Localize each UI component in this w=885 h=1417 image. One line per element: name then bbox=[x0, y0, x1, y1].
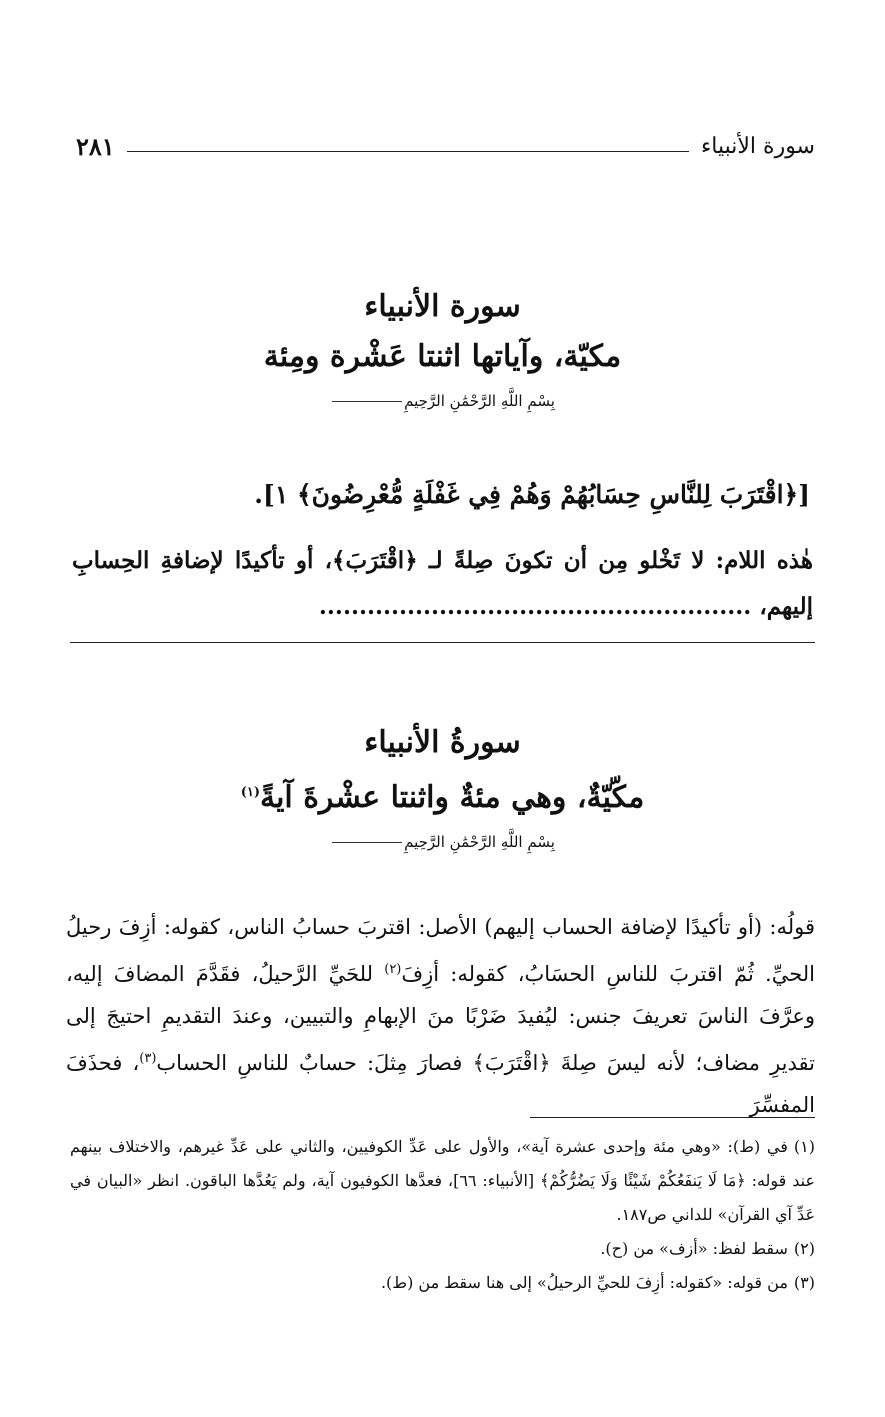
footnote-text: من قوله: «كقوله: أزِفَ للحيِّ الرحيلُ» إلى هنا سقط من (ط). bbox=[380, 1273, 788, 1292]
bottom-surah-title: سورةُ الأنبياء bbox=[364, 725, 521, 760]
basmala-flourish bbox=[332, 401, 402, 402]
footnote-ref: (١) bbox=[240, 785, 260, 800]
page-number: ٢٨١ bbox=[76, 131, 115, 161]
top-basmala-text: بِسْمِ اللَّهِ الرَّحْمَٰنِ الرَّحِيمِ bbox=[404, 392, 555, 410]
footnote-number: (٣) bbox=[793, 1273, 815, 1292]
top-surah-subtitle: مكيّة، وآياتها اثنتا عَشْرة ومِئة bbox=[263, 339, 622, 374]
top-surah-title: سورة الأنبياء bbox=[364, 289, 521, 324]
footnote-number: (٢) bbox=[793, 1239, 815, 1258]
footnote-rule bbox=[530, 1117, 815, 1118]
footnotes bbox=[70, 1130, 815, 1300]
top-basmala bbox=[70, 388, 815, 414]
basmala-flourish bbox=[332, 842, 402, 843]
gloss-text: ، فحذَفَ المفسِّرَ bbox=[66, 1050, 815, 1117]
footnote bbox=[70, 1232, 815, 1266]
gloss-text: للحَيِّ الرَّحيلُ، فقَدَّمَ المضافَ إليه، وعرَّفَ الناسَ تعريفَ جنس: ليُفيدَ ضَرْبًا منَ الإبهامِ والتبيين، وعندَ التقديمِ احتيجَ إلى تقديرِ مضاف؛ لأنه ليسَ صِلةَ ﴿اقْتَرَبَ﴾ فصارَ مِثلَ: حسابٌ للناسِ الحساب bbox=[66, 961, 816, 1075]
footnote-number: (١) bbox=[793, 1137, 815, 1156]
bottom-surah-subtitle bbox=[70, 768, 815, 823]
top-title-block bbox=[70, 282, 815, 414]
bottom-subtitle-text: مكّيّةٌ، وهي مئةٌ واثنتا عشْرةَ آيةً bbox=[259, 780, 645, 815]
footnote-ref: (٢) bbox=[384, 961, 402, 977]
footnote-text: في (ط): «وهي مئة وإحدى عشرة آية»، والأول على عَدِّ الكوفيين، والثاني على عَدِّ غيرهم، والاختلاف بينهم عند قوله: ﴿مَا لَا يَنفَعُكُمْ شَيْئًا وَلَا يَضُرُّكُمْ﴾ [الأنبياء: ٦٦]، فعدَّها الكوفيون آية، ولم يَعُدَّها الباقون. انظر «البيان في عَدِّ آي القرآن» للداني ص١٨٧. bbox=[70, 1137, 816, 1224]
bottom-basmala bbox=[70, 829, 815, 855]
gloss-text: قولُه: (أو تأكيدًا لإضافة الحساب إليهم) الأصل: اقتربَ حسابُ الناس، كقوله: أزِفَ رحيلُ الحيِّ. ثُمّ اقتربَ للناسِ الحسَابُ، كقوله: أزِفَ bbox=[66, 915, 816, 986]
running-header bbox=[76, 128, 815, 164]
gloss-paragraph bbox=[66, 906, 815, 1127]
bottom-basmala-text: بِسْمِ اللَّهِ الرَّحْمَٰنِ الرَّحِيمِ bbox=[404, 833, 555, 851]
footnote bbox=[70, 1130, 815, 1232]
section-divider bbox=[70, 642, 815, 643]
header-rule bbox=[127, 151, 689, 152]
commentary-paragraph: هٰذه اللام: لا تَخْلو مِن أن تكونَ صِلةً لـ ﴿اقْتَرَبَ﴾، أو تأكيدًا لإضافةِ الحِسابِ إليهم، ...................................................... bbox=[72, 547, 813, 620]
header-surah-name: سورة الأنبياء bbox=[700, 133, 815, 159]
bottom-title-block bbox=[70, 718, 815, 855]
footnote-text: سقط لفظ: «أزف» من (ح). bbox=[600, 1239, 788, 1258]
footnote-ref: (٣) bbox=[139, 1050, 157, 1066]
footnote bbox=[70, 1266, 815, 1300]
quran-verse: [﴿اقْتَرَبَ لِلنَّاسِ حِسَابُهُمْ وَهُمْ فِي غَفْلَةٍ مُّعْرِضُونَ﴾ ١]. bbox=[254, 480, 810, 509]
gloss-body bbox=[66, 906, 815, 1127]
